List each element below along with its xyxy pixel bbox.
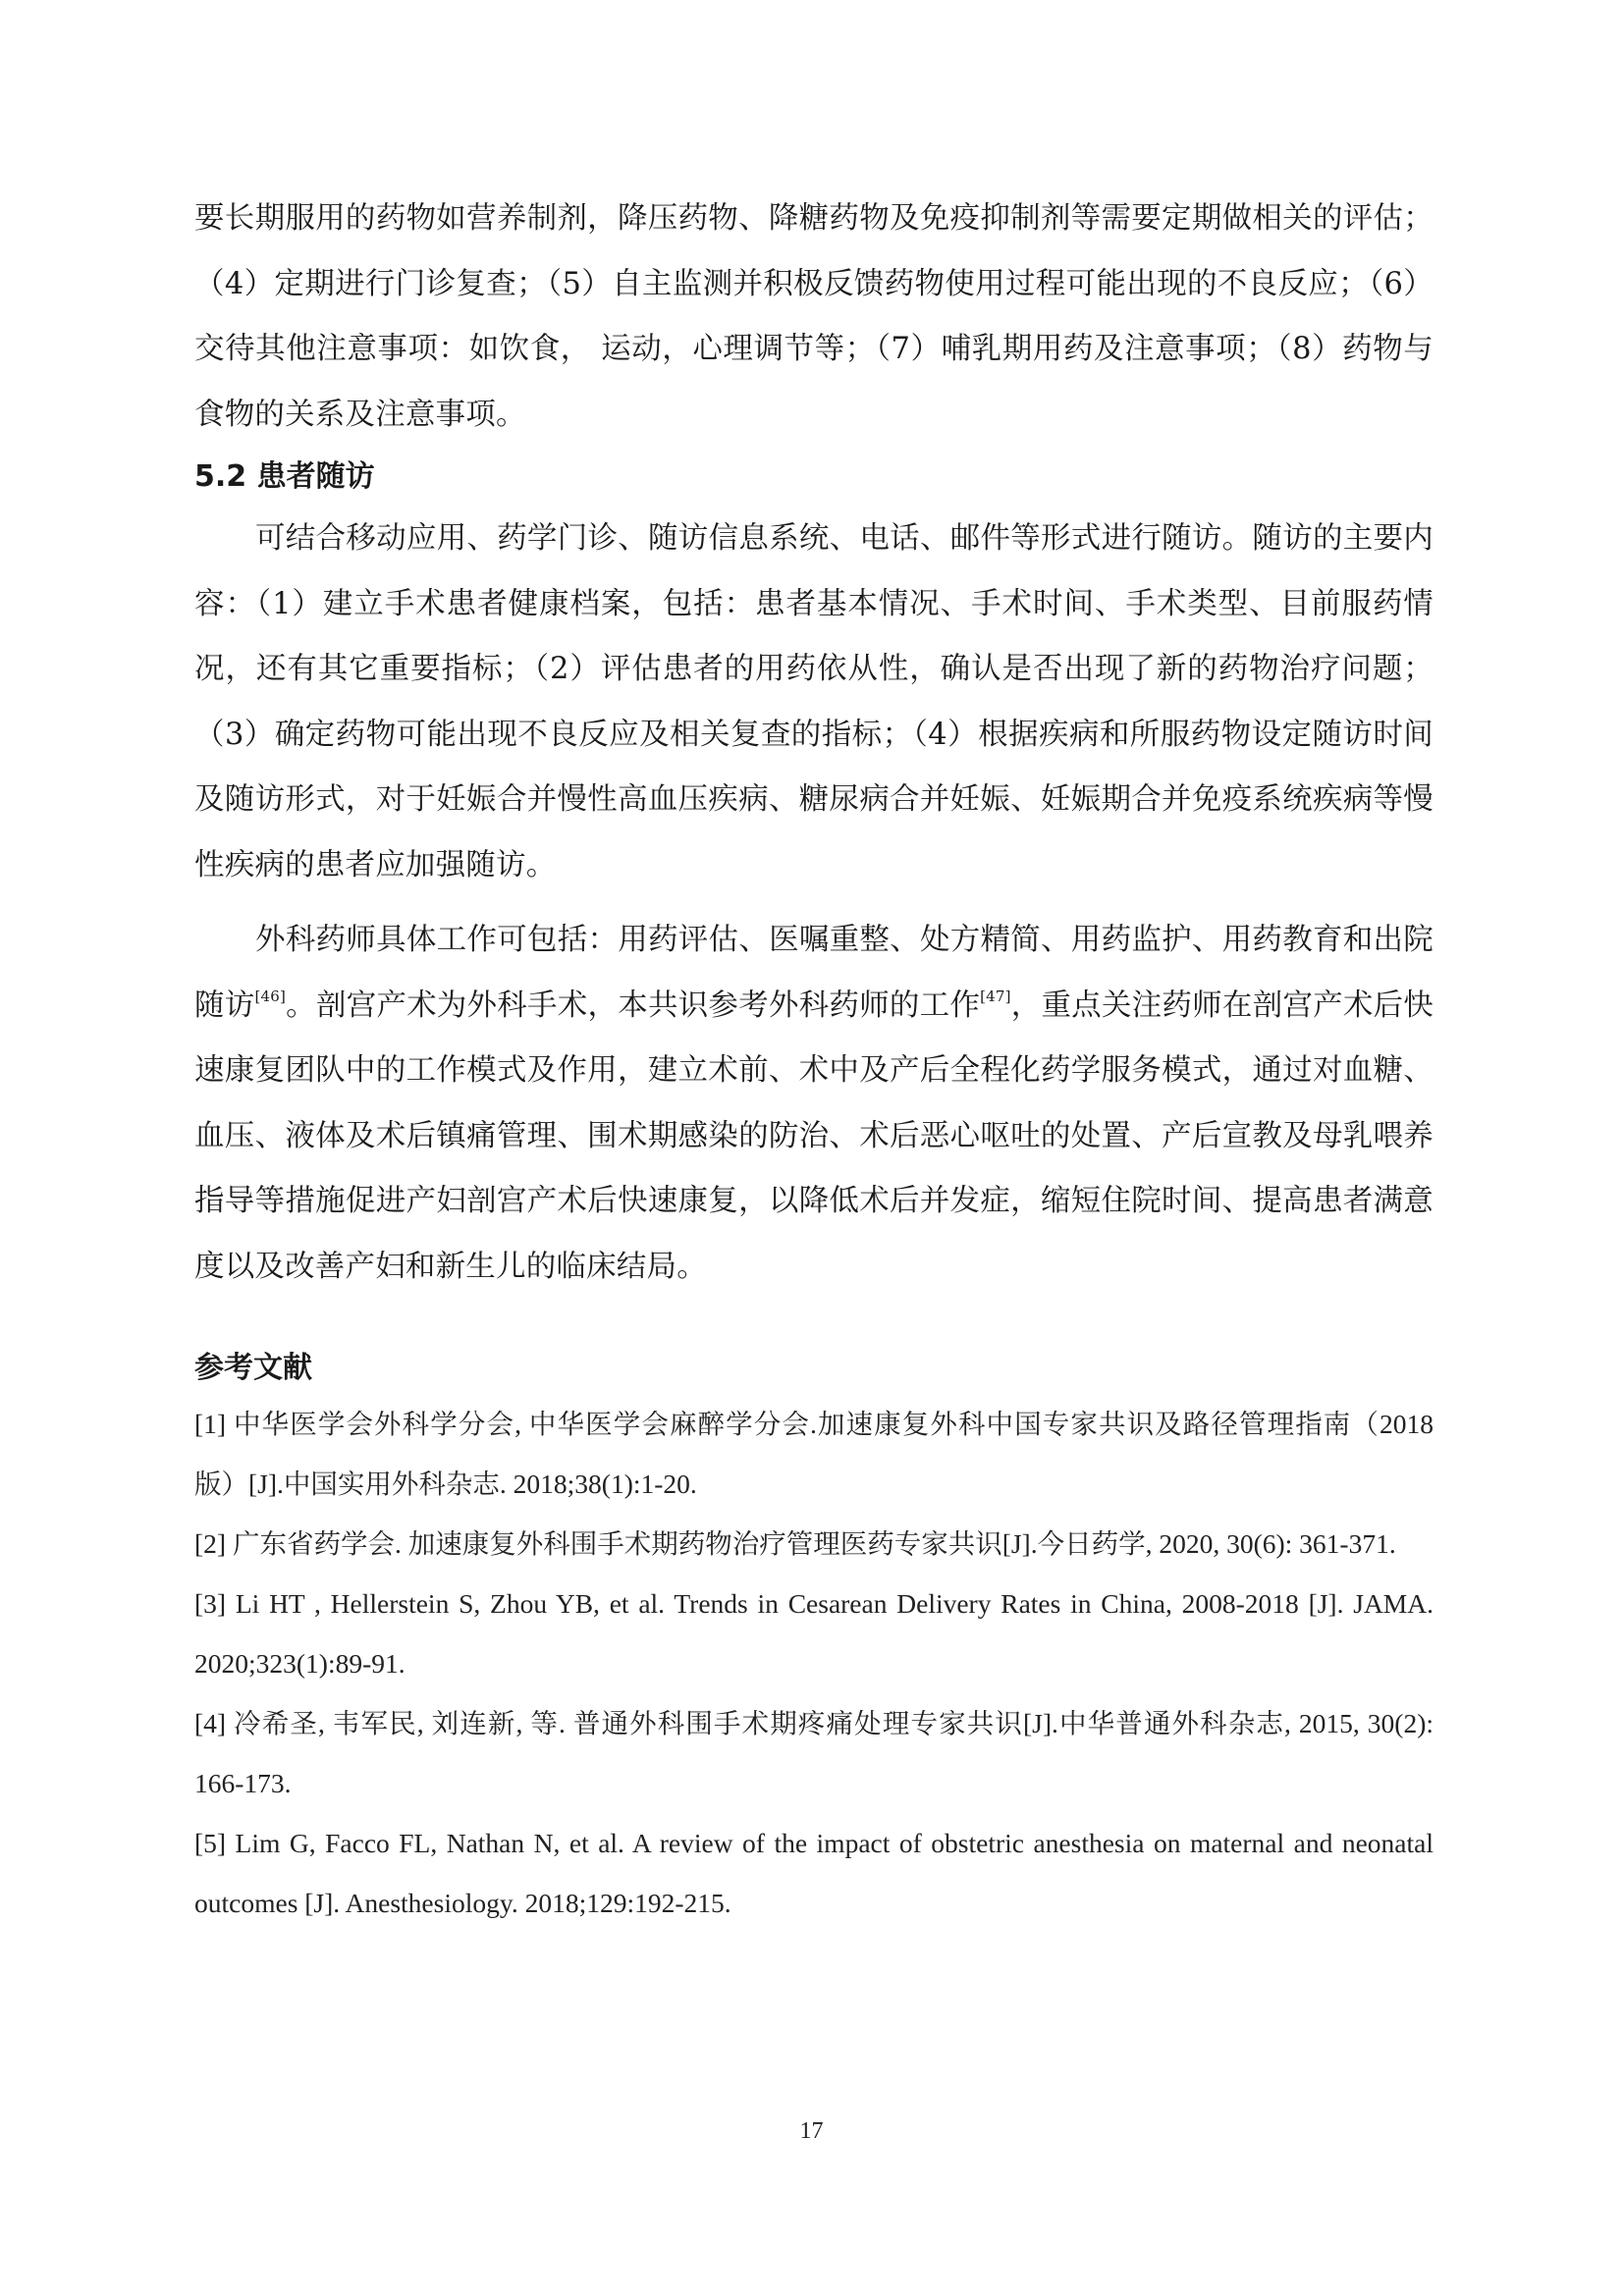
- paragraph-text-part-3: ，重点关注药师在剖宫产术后快速康复团队中的工作模式及作用，建立术前、术中及产后全程化药学服务模式，通过对血糖、血压、液体及术后镇痛管理、围术期感染的防治、术后恶心呕吐的处置、产后宣教及母乳喂养指导等措施促进产妇剖宫产术后快速康复，以降低术后并发症，缩短住院时间、提高患者满意度以及改善产妇和新生儿的临床结局。: [194, 988, 1434, 1284]
- reference-item: [3] Li HT , Hellerstein S, Zhou YB, et al. Trends in Cesarean Delivery Rates in China, 2008-2018 [J]. JAMA. 2020;323(1):89-91.: [194, 1588, 1434, 1679]
- reference-item: [4] 冷希圣, 韦军民, 刘连新, 等. 普通外科围手术期疼痛处理专家共识[J].中华普通外科杂志, 2015, 30(2): 166-173.: [194, 1708, 1434, 1798]
- paragraph-text-part-2: 。剖宫产术为外科手术，本共识参考外科药师的工作: [286, 988, 981, 1023]
- document-page: [194, 187, 1434, 1933]
- citation-46: [46]: [254, 987, 287, 1005]
- references-title: 参考文献: [194, 1351, 312, 1385]
- page-number: 17: [799, 2118, 824, 2144]
- citation-47: [47]: [980, 987, 1011, 1005]
- reference-item: [1] 中华医学会外科学分会, 中华医学会麻醉学分会.加速康复外科中国专家共识及路径管理指南（2018 版）[J].中国实用外科杂志. 2018;38(1):1-20.: [194, 1409, 1434, 1499]
- paragraph-surgical-pharmacist: [194, 908, 1434, 1300]
- paragraph-patient-followup: 可结合移动应用、药学门诊、随访信息系统、电话、邮件等形式进行随访。随访的主要内容：（1）建立手术患者健康档案，包括：患者基本情况、手术时间、手术类型、目前服药情况，还有其它重要指标；（2）评估患者的用药依从性，确认是否出现了新的药物治疗问题；（3）确定药物可能出现不良反应及相关复查的指标；（4）根据疾病和所服药物设定随访时间及随访形式，对于妊娠合并慢性高血压疾病、糖尿病合并妊娠、妊娠期合并免疫系统疾病等慢性疾病的患者应加强随访。: [194, 521, 1434, 882]
- paragraph-followup-items: 要长期服用的药物如营养制剂，降压药物、降糖药物及免疫抑制剂等需要定期做相关的评估；（4）定期进行门诊复查；（5）自主监测并积极反馈药物使用过程可能出现的不良反应；（6）交待其他注意事项：如饮食， 运动，心理调节等；（7）哺乳期用药及注意事项；（8）药物与食物的关系及注意事项。: [194, 201, 1434, 432]
- section-heading-5-2: 5.2 患者随访: [194, 459, 375, 494]
- reference-item: [5] Lim G, Facco FL, Nathan N, et al. A review of the impact of obstetric anesthesia on maternal and neonatal outcomes [J]. Anesthesiology. 2018;129:192-215.: [194, 1828, 1434, 1918]
- paragraph-text-part-1: 外科药师具体工作可包括：用药评估、医嘱重整、处方精简、用药监护、用药教育和出院随访: [194, 923, 1434, 1023]
- reference-item: [2] 广东省药学会. 加速康复外科围手术期药物治疗管理医药专家共识[J].今日药学, 2020, 30(6): 361-371.: [194, 1528, 1396, 1559]
